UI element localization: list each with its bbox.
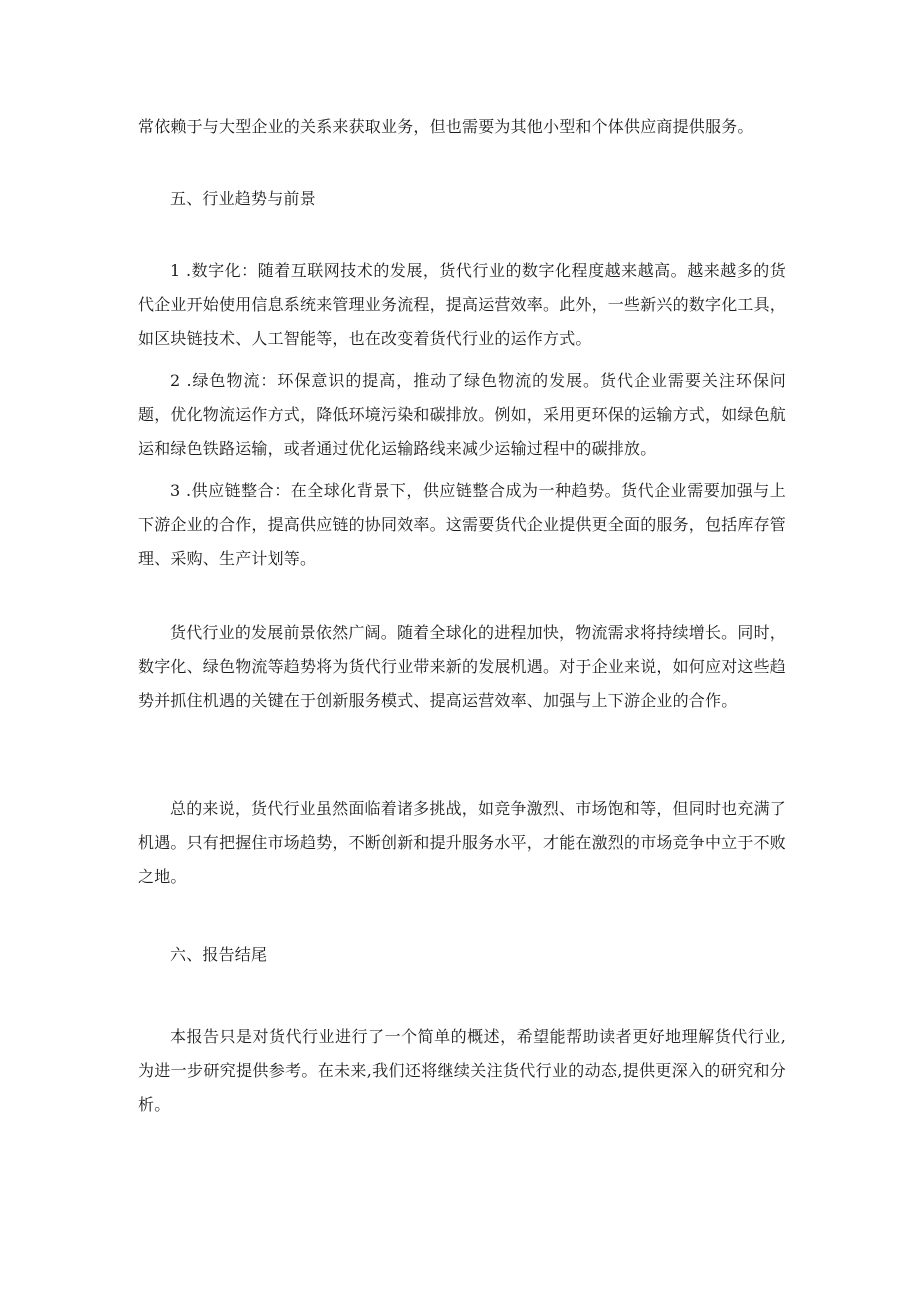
paragraph-continuation: 常依赖于与大型企业的关系来获取业务，但也需要为其他小型和个体供应商提供服务。: [138, 117, 754, 136]
paragraph-trend-digitalization: 1 .数字化：随着互联网技术的发展，货代行业的数字化程度越来越高。越来越多的货代企业开始使用信息系统来管理业务流程，提高运营效率。此外，一些新兴的数字化工具，如区块链技术、人工智能等，也在改变着货代行业的运作方式。: [138, 261, 787, 348]
paragraph-report-ending: 本报告只是对货代行业进行了一个简单的概述，希望能帮助读者更好地理解货代行业,为进一步研究提供参考。在未来,我们还将继续关注货代行业的动态,提供更深入的研究和分析。: [138, 1027, 786, 1114]
paragraph-summary: 总的来说，货代行业虽然面临着诸多挑战，如竞争激烈、市场饱和等，但同时也充满了机遇。只有把握住市场趋势，不断创新和提升服务水平，才能在激烈的市场竞争中立于不败之地。: [138, 799, 787, 886]
section-heading-trends: 五、行业趋势与前景: [170, 189, 316, 208]
section-heading-ending: 六、报告结尾: [170, 945, 268, 964]
paragraph-outlook: 货代行业的发展前景依然广阔。随着全球化的进程加快，物流需求将持续增长。同时，数字化、绿色物流等趋势将为货代行业带来新的发展机遇。对于企业来说，如何应对这些趋势并抓住机遇的关键在于创新服务模式、提高运营效率、加强与上下游企业的合作。: [138, 623, 787, 710]
paragraph-trend-green-logistics: 2 .绿色物流：环保意识的提高，推动了绿色物流的发展。货代企业需要关注环保问题，优化物流运作方式，降低环境污染和碳排放。例如，采用更环保的运输方式，如绿色航运和绿色铁路运输，或者通过优化运输路线来减少运输过程中的碳排放。: [138, 371, 787, 458]
paragraph-trend-supply-chain: 3 .供应链整合：在全球化背景下，供应链整合成为一种趋势。货代企业需要加强与上下游企业的合作，提高供应链的协同效率。这需要货代企业提供更全面的服务，包括库存管理、采购、生产计划等。: [138, 481, 787, 568]
